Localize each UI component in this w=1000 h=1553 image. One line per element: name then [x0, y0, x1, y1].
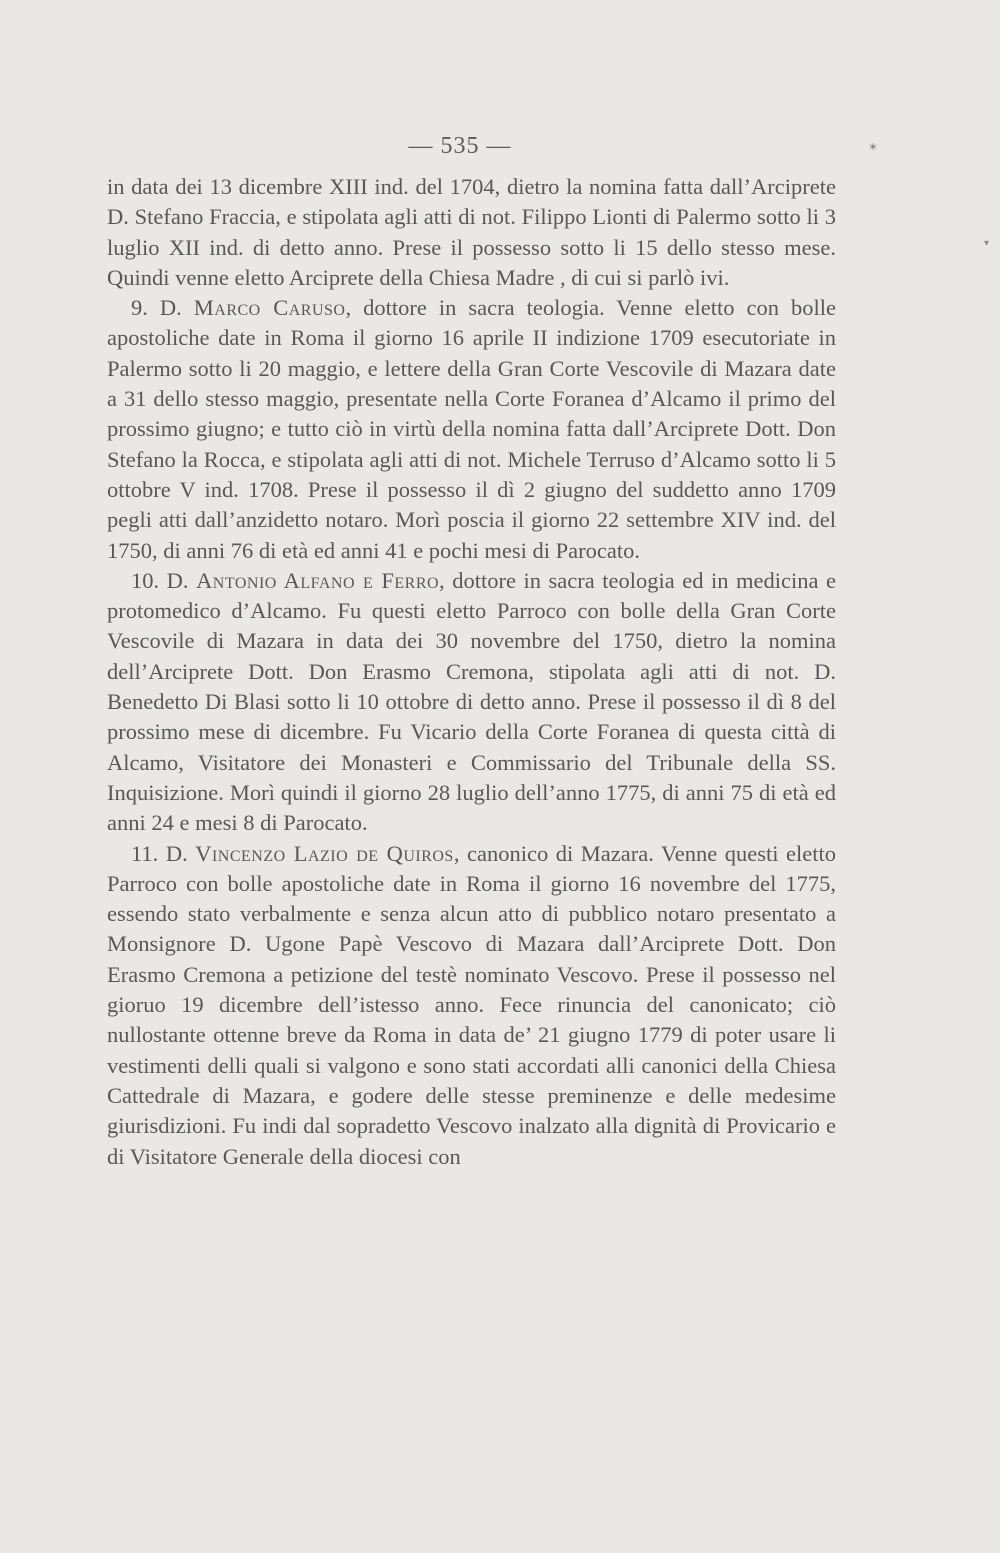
page-body-text [107, 172, 836, 1172]
paper-speck: ▾ [984, 238, 990, 249]
paragraph-entry-9 [107, 293, 836, 566]
person-name: Vincenzo Lazio de Quiros [195, 840, 454, 866]
person-name: Antonio Alfano e Ferro [196, 567, 440, 593]
paragraph-text: , canonico di Mazara. Venne questi eletto Parroco con bolle apostoliche date in Roma il giorno 16 novembre del 1775, essendo stato verbalmente e senza alcun atto di pubblico notaro presentato a Monsignore D. Ugone Papè Vescovo di Mazara dall’Arciprete Dott. Don Erasmo Cremona a petizione del testè nominato Vescovo. Prese il possesso nel gioruo 19 dicembre dell’istesso anno. Fece rinuncia del canonicato; ciò nullostante ottenne breve da Roma in data de’ 21 giugno 1779 di poter usare li vestimenti delli quali si valgono e sono stati accordati alli canonici della Chiesa Cattedrale di Mazara, e godere delle stesse preminenze e delle medesime giurisdizioni. Fu indi dal sopradetto Vescovo inalzato alla dignità di Provicario e di Visitatore Generale della diocesi con [107, 840, 836, 1169]
paragraph-text: , dottore in sacra teologia ed in medicina e protomedico d’Alcamo. Fu questi eletto Parroco con bolle della Gran Corte Vescovile di Mazara in data dei 30 novembre del 1750, dietro la nomina dell’Arciprete Dott. Don Erasmo Cremona, stipolata agli atti di not. D. Benedetto Di Blasi sotto li 10 ottobre di detto anno. Prese il possesso il dì 8 del prossimo mese di dicembre. Fu Vicario della Corte Foranea di questa città di Alcamo, Visitatore dei Monasteri e Commissario del Tribunale della SS. Inquisizione. Morì quindi il giorno 28 luglio dell’anno 1775, di anni 75 di età ed anni 24 e mesi 8 di Parocato. [107, 567, 836, 836]
paragraph-text: 9. D. [131, 295, 194, 321]
paragraph-text: 11. D. [131, 840, 196, 866]
paragraph-text: 10. D. [131, 567, 197, 593]
paragraph-text: in data dei 13 dicembre XIII ind. del 1704, dietro la nomina fatta dall’Arciprete D. Stefano Fraccia, e stipolata agli atti di not. Filippo Lionti di Palermo sotto li 3 luglio XII ind. di detto anno. Prese il possesso sotto li 15 dello stesso mese. Quindi venne eletto Arciprete della Chiesa Madre , di cui si parlò ivi. [107, 174, 836, 290]
page-number: — 535 — [408, 133, 512, 159]
paragraph-entry-11 [107, 839, 836, 1172]
paragraph-text: , dottore in sacra teologia. Venne eletto con bolle apostoliche date in Roma il giorno 16 aprile II indizione 1709 esecutoriate in Palermo sotto li 20 maggio, e lettere della Gran Corte Vescovile di Mazara date a 31 dello stesso maggio, presentate nella Corte Foranea d’Alcamo il primo del prossimo giugno; e tutto ciò in virtù della nomina fatta dall’Arciprete Dott. Don Stefano la Rocca, e stipolata agli atti di not. Michele Terruso d’Alcamo sotto li 5 ottobre V ind. 1708. Prese il possesso il dì 2 giugno del suddetto anno 1709 pegli atti dall’anzidetto notaro. Morì poscia il giorno 22 settembre XIV ind. del 1750, di anni 76 di età ed anni 41 e pochi mesi di Parocato. [107, 295, 837, 563]
paragraph-entry-10 [107, 566, 836, 839]
paper-speck: ✶ [868, 140, 879, 154]
person-name: Marco Caruso [193, 295, 346, 321]
paragraph-continuation [107, 172, 836, 293]
